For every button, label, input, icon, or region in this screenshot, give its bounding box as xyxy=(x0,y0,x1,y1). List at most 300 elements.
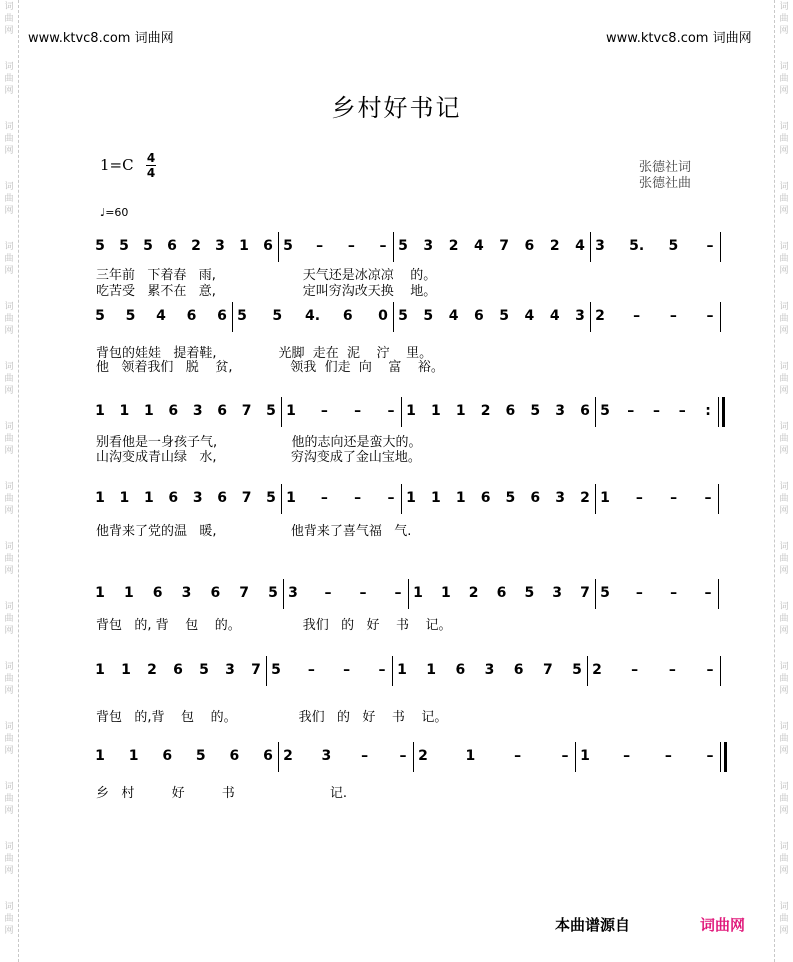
note: 4 xyxy=(473,238,484,254)
note: 6 xyxy=(173,662,183,678)
note: 0 xyxy=(378,308,388,324)
note: 6 xyxy=(162,748,173,764)
lyric-line: 他 领着我们 脱 贫, 领我 们走 向 富 裕。 xyxy=(96,360,444,375)
barline xyxy=(595,397,596,427)
right-watermark-strip xyxy=(774,0,793,962)
watermark-char: 曲 xyxy=(779,74,789,84)
note: 4 xyxy=(575,238,585,254)
note: – xyxy=(347,238,355,254)
watermark-char: 曲 xyxy=(779,494,789,504)
watermark-char: 网 xyxy=(4,146,14,156)
watermark-char: 词 xyxy=(779,482,789,492)
watermark-char: 词 xyxy=(779,422,789,432)
watermark-char: 曲 xyxy=(4,794,14,804)
watermark-char: 词 xyxy=(779,62,789,72)
note: 1 xyxy=(426,662,437,678)
note: 6 xyxy=(210,585,221,601)
watermark-char: 曲 xyxy=(4,314,14,324)
note: 5 xyxy=(572,662,582,678)
watermark-char: 曲 xyxy=(779,254,789,264)
note: 6 xyxy=(580,403,590,419)
note: 6 xyxy=(167,238,177,254)
note: 5 xyxy=(95,238,105,254)
watermark-char: 网 xyxy=(779,566,789,576)
time-signature xyxy=(146,152,156,179)
barline xyxy=(720,232,721,262)
watermark-char: 词 xyxy=(4,422,14,432)
credits xyxy=(639,160,691,192)
barline xyxy=(393,232,394,262)
note: 1 xyxy=(580,748,590,764)
note: 5 xyxy=(271,662,281,678)
note: 1 xyxy=(95,585,105,601)
note: – xyxy=(668,662,676,678)
watermark-char: 词 xyxy=(4,662,14,672)
note: 1 xyxy=(143,403,154,419)
watermark-char: 词 xyxy=(4,602,14,612)
watermark-char: 曲 xyxy=(4,194,14,204)
composer: 张德社曲 xyxy=(639,176,692,191)
note: 6 xyxy=(186,308,197,324)
note: – xyxy=(354,490,362,506)
footer-source-site: 词曲网 xyxy=(700,916,746,934)
watermark-char: 词 xyxy=(779,542,789,552)
barline xyxy=(283,579,284,609)
watermark-char: 网 xyxy=(4,386,14,396)
watermark-char: 网 xyxy=(779,326,789,336)
watermark-char: 网 xyxy=(4,566,14,576)
note: – xyxy=(704,490,712,506)
left-watermark-strip xyxy=(0,0,19,962)
watermark-char: 曲 xyxy=(779,734,789,744)
note: 1 xyxy=(286,490,296,506)
note: 3 xyxy=(215,238,225,254)
watermark-char: 词 xyxy=(4,542,14,552)
watermark-char: 网 xyxy=(4,86,14,96)
note: 3 xyxy=(181,585,192,601)
watermark-char: 词 xyxy=(4,302,14,312)
watermark-char: 曲 xyxy=(779,434,789,444)
barline xyxy=(575,742,576,772)
barline xyxy=(408,579,409,609)
note: 3 xyxy=(555,403,566,419)
watermark-char: 词 xyxy=(779,242,789,252)
note: 2 xyxy=(448,238,459,254)
barline xyxy=(720,302,721,332)
note: 3 xyxy=(552,585,563,601)
note: 3 xyxy=(575,308,585,324)
watermark-char: 曲 xyxy=(779,134,789,144)
note: 2 xyxy=(468,585,479,601)
watermark-char: 曲 xyxy=(4,734,14,744)
watermark-char: 词 xyxy=(4,362,14,372)
note: 1 xyxy=(95,403,105,419)
watermark-char: 曲 xyxy=(4,254,14,264)
note: – xyxy=(343,662,351,678)
note: 6 xyxy=(217,308,227,324)
note: 7 xyxy=(241,490,252,506)
barline xyxy=(281,397,282,427)
barline xyxy=(718,397,719,427)
barline xyxy=(590,302,591,332)
note: 3 xyxy=(595,238,605,254)
lyric-line: 乡 村 好 书 记. xyxy=(96,786,347,801)
note: – xyxy=(706,238,714,254)
note: 7 xyxy=(251,662,261,678)
note: : xyxy=(705,403,711,419)
note: 4 xyxy=(156,308,166,324)
note: – xyxy=(706,748,714,764)
note: – xyxy=(561,748,569,764)
watermark-char: 词 xyxy=(779,842,789,852)
barline xyxy=(587,656,588,686)
watermark-char: 词 xyxy=(779,2,789,12)
note: – xyxy=(361,748,369,764)
barline xyxy=(724,742,727,772)
lyric-line: 他背来了党的温 暖, 他背来了喜气福 气. xyxy=(96,524,412,539)
watermark-char: 词 xyxy=(4,782,14,792)
note: 5 xyxy=(266,490,276,506)
note: 1 xyxy=(286,403,296,419)
watermark-char: 网 xyxy=(4,626,14,636)
watermark-char: 网 xyxy=(779,146,789,156)
barline xyxy=(281,484,282,514)
watermark-char: 词 xyxy=(779,122,789,132)
note: 6 xyxy=(496,585,507,601)
watermark-char: 网 xyxy=(4,866,14,876)
note: 7 xyxy=(239,585,250,601)
watermark-char: 网 xyxy=(779,626,789,636)
note: 6 xyxy=(513,662,524,678)
barline xyxy=(278,232,279,262)
watermark-char: 词 xyxy=(779,662,789,672)
note: 6 xyxy=(263,748,273,764)
lyric-line: 背包 的,背 包 的。 我们 的 好 书 记。 xyxy=(96,710,448,725)
note: 4 xyxy=(524,308,535,324)
note: 6 xyxy=(217,403,228,419)
watermark-char: 词 xyxy=(4,902,14,912)
watermark-char: 词 xyxy=(4,2,14,12)
note: 5 xyxy=(499,308,510,324)
watermark-char: 曲 xyxy=(4,854,14,864)
watermark-char: 曲 xyxy=(779,554,789,564)
note: 3 xyxy=(192,403,203,419)
note: 7 xyxy=(499,238,510,254)
lyric-line: 背包的娃娃 提着鞋, 光脚 走在 泥 泞 里。 xyxy=(96,346,433,361)
note: 4 xyxy=(448,308,459,324)
note: 6 xyxy=(524,238,535,254)
note: – xyxy=(399,748,407,764)
note: 5 xyxy=(668,238,679,254)
note: 1 xyxy=(123,585,134,601)
lyric-line: 三年前 下着春 雨, 天气还是冰凉凉 的。 xyxy=(96,268,437,283)
note: 4. xyxy=(304,308,321,324)
note: 5 xyxy=(530,403,541,419)
note: 1 xyxy=(119,403,130,419)
watermark-char: 词 xyxy=(779,302,789,312)
barline xyxy=(392,656,393,686)
watermark-char: 网 xyxy=(779,506,789,516)
note: 1 xyxy=(465,748,476,764)
header-site-left: www.ktvc8.com 词曲网 xyxy=(28,31,174,46)
watermark-char: 词 xyxy=(4,242,14,252)
note: – xyxy=(706,308,714,324)
header-site-right: www.ktvc8.com 词曲网 xyxy=(606,31,752,46)
note: 1 xyxy=(440,585,451,601)
note: 7 xyxy=(241,403,252,419)
watermark-char: 网 xyxy=(779,806,789,816)
watermark-char: 曲 xyxy=(4,14,14,24)
watermark-char: 曲 xyxy=(4,374,14,384)
note: 1 xyxy=(239,238,249,254)
note: – xyxy=(394,585,402,601)
note: 6 xyxy=(342,308,353,324)
note: – xyxy=(324,585,332,601)
note: 5 xyxy=(398,238,408,254)
barline xyxy=(393,302,394,332)
watermark-char: 曲 xyxy=(4,674,14,684)
note: 5 xyxy=(600,403,610,419)
note: – xyxy=(664,748,672,764)
watermark-char: 词 xyxy=(4,182,14,192)
note: 1 xyxy=(600,490,610,506)
watermark-char: 网 xyxy=(4,26,14,36)
note: 5 xyxy=(237,308,247,324)
note: 5 xyxy=(398,308,408,324)
note: 5 xyxy=(423,308,434,324)
watermark-char: 曲 xyxy=(779,14,789,24)
note: 3 xyxy=(423,238,434,254)
watermark-char: 网 xyxy=(4,506,14,516)
note: 6 xyxy=(229,748,240,764)
note: – xyxy=(320,403,328,419)
note: 1 xyxy=(455,403,466,419)
note: – xyxy=(320,490,328,506)
note: 2 xyxy=(580,490,590,506)
watermark-char: 网 xyxy=(4,206,14,216)
note: 3 xyxy=(192,490,203,506)
barline xyxy=(595,579,596,609)
watermark-char: 网 xyxy=(779,26,789,36)
note: 1 xyxy=(455,490,466,506)
barline xyxy=(401,397,402,427)
watermark-char: 网 xyxy=(4,926,14,936)
barline xyxy=(720,656,721,686)
lyric-line: 山沟变成青山绿 水, 穷沟变成了金山宝地。 xyxy=(96,450,421,465)
note: 5 xyxy=(505,490,516,506)
note: – xyxy=(635,490,643,506)
time-top: 4 xyxy=(146,151,156,165)
note: 1 xyxy=(430,403,441,419)
watermark-char: 网 xyxy=(779,446,789,456)
note: 5 xyxy=(268,585,278,601)
note: – xyxy=(635,585,643,601)
note: 1 xyxy=(430,490,441,506)
barline xyxy=(278,742,279,772)
watermark-char: 曲 xyxy=(779,314,789,324)
watermark-char: 网 xyxy=(779,206,789,216)
watermark-char: 网 xyxy=(779,746,789,756)
note: 5 xyxy=(195,748,206,764)
watermark-char: 网 xyxy=(779,386,789,396)
note: – xyxy=(623,748,631,764)
note: 6 xyxy=(168,490,179,506)
note: 3 xyxy=(225,662,235,678)
note: 5 xyxy=(266,403,276,419)
note: – xyxy=(631,662,639,678)
note: 1 xyxy=(406,490,416,506)
note: 3 xyxy=(321,748,332,764)
note: – xyxy=(633,308,641,324)
note: 2 xyxy=(418,748,428,764)
note: – xyxy=(669,308,677,324)
note: – xyxy=(670,490,678,506)
lyric-line: 吃苦受 累不在 意, 定叫穷沟改天换 地。 xyxy=(96,284,437,299)
note: 2 xyxy=(549,238,560,254)
barline xyxy=(720,742,721,772)
watermark-char: 网 xyxy=(4,266,14,276)
watermark-char: 曲 xyxy=(4,914,14,924)
barline xyxy=(232,302,233,332)
note: 1 xyxy=(397,662,407,678)
note: 1 xyxy=(406,403,416,419)
barline xyxy=(718,579,719,609)
note: 6 xyxy=(455,662,466,678)
watermark-char: 曲 xyxy=(779,914,789,924)
watermark-char: 词 xyxy=(4,842,14,852)
note: 1 xyxy=(121,662,131,678)
watermark-char: 曲 xyxy=(4,614,14,624)
note: – xyxy=(387,490,395,506)
note: 2 xyxy=(191,238,201,254)
note: 2 xyxy=(592,662,602,678)
note: 2 xyxy=(480,403,491,419)
watermark-char: 网 xyxy=(779,266,789,276)
note: 6 xyxy=(505,403,516,419)
note: 7 xyxy=(580,585,590,601)
note: 5 xyxy=(524,585,535,601)
note: 1 xyxy=(143,490,154,506)
watermark-char: 网 xyxy=(4,806,14,816)
note: 3 xyxy=(484,662,495,678)
note: 5. xyxy=(629,238,645,254)
lyric-line: 背包 的, 背 包 的。 我们 的 好 书 记。 xyxy=(96,618,452,633)
watermark-char: 词 xyxy=(4,722,14,732)
footer-source-label: 本曲谱源自 xyxy=(555,916,631,934)
watermark-char: 曲 xyxy=(4,74,14,84)
note: 6 xyxy=(263,238,273,254)
barline xyxy=(722,397,725,427)
watermark-char: 曲 xyxy=(779,614,789,624)
note: – xyxy=(354,403,362,419)
watermark-char: 词 xyxy=(4,122,14,132)
note: 5 xyxy=(272,308,283,324)
note: 3 xyxy=(555,490,566,506)
note: – xyxy=(670,585,678,601)
note: 1 xyxy=(119,490,130,506)
note: – xyxy=(627,403,635,419)
note: 6 xyxy=(473,308,484,324)
note: 6 xyxy=(168,403,179,419)
watermark-char: 词 xyxy=(779,722,789,732)
barline xyxy=(266,656,267,686)
note: 5 xyxy=(600,585,610,601)
note: – xyxy=(653,403,660,419)
note: 1 xyxy=(95,490,105,506)
note: 4 xyxy=(549,308,560,324)
note: 2 xyxy=(147,662,157,678)
note: 6 xyxy=(530,490,541,506)
note: 5 xyxy=(125,308,136,324)
watermark-char: 曲 xyxy=(779,794,789,804)
barline xyxy=(590,232,591,262)
lyric-line: 别看他是一身孩子气, 他的志向还是蛮大的。 xyxy=(96,435,422,450)
note: 1 xyxy=(95,748,105,764)
watermark-char: 曲 xyxy=(779,674,789,684)
watermark-char: 词 xyxy=(4,62,14,72)
note: 5 xyxy=(119,238,129,254)
watermark-char: 词 xyxy=(779,362,789,372)
note: 6 xyxy=(152,585,163,601)
barline xyxy=(718,484,719,514)
watermark-char: 词 xyxy=(779,602,789,612)
watermark-char: 曲 xyxy=(779,854,789,864)
note: – xyxy=(704,585,712,601)
watermark-char: 曲 xyxy=(4,494,14,504)
song-title: 乡村好书记 xyxy=(331,94,462,122)
note: 7 xyxy=(542,662,553,678)
watermark-char: 网 xyxy=(4,326,14,336)
note: – xyxy=(514,748,522,764)
note: 1 xyxy=(413,585,423,601)
note: 1 xyxy=(95,662,105,678)
note: 6 xyxy=(217,490,228,506)
watermark-char: 网 xyxy=(4,446,14,456)
note: 5 xyxy=(95,308,105,324)
watermark-char: 词 xyxy=(4,482,14,492)
watermark-char: 曲 xyxy=(4,134,14,144)
time-bottom: 4 xyxy=(146,166,156,180)
key-signature: 1=C xyxy=(100,156,134,174)
watermark-char: 网 xyxy=(779,86,789,96)
watermark-char: 曲 xyxy=(779,374,789,384)
lyricist: 张德社词 xyxy=(639,160,692,175)
note: 5 xyxy=(143,238,153,254)
watermark-char: 词 xyxy=(779,782,789,792)
note: – xyxy=(316,238,324,254)
tempo-marking: ♩=60 xyxy=(100,206,129,219)
watermark-char: 网 xyxy=(4,686,14,696)
note: – xyxy=(307,662,315,678)
note: 6 xyxy=(480,490,491,506)
note: 1 xyxy=(128,748,139,764)
note: – xyxy=(678,403,686,419)
watermark-char: 曲 xyxy=(4,434,14,444)
watermark-char: 网 xyxy=(4,746,14,756)
note: 5 xyxy=(199,662,209,678)
note: – xyxy=(706,662,714,678)
note: – xyxy=(378,662,386,678)
watermark-char: 曲 xyxy=(4,554,14,564)
watermark-char: 网 xyxy=(779,926,789,936)
barline xyxy=(401,484,402,514)
watermark-char: 词 xyxy=(779,902,789,912)
note: 3 xyxy=(288,585,298,601)
barline xyxy=(595,484,596,514)
note: – xyxy=(387,403,395,419)
note: – xyxy=(359,585,367,601)
note: – xyxy=(379,238,387,254)
